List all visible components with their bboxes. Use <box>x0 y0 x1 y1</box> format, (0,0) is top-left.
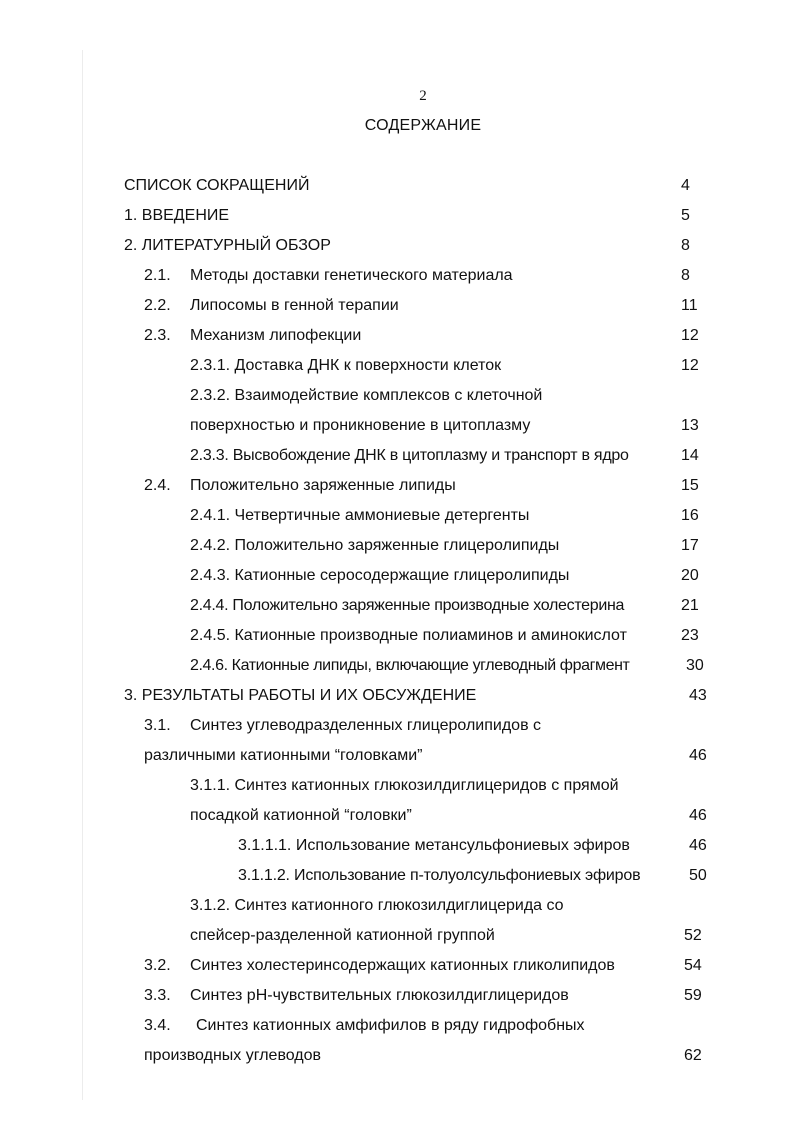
toc-page-number: 11 <box>681 297 698 314</box>
toc-entry-number: 3.4. <box>144 1017 171 1034</box>
toc-entry-results-discussion[interactable]: 3. РЕЗУЛЬТАТЫ РАБОТЫ И ИХ ОБСУЖДЕНИЕ <box>124 687 477 704</box>
toc-entry-title: Механизм липофекции <box>190 327 362 344</box>
toc-entry-2-4-2[interactable]: 2.4.2. Положительно заряженные глицеролипиды <box>190 537 560 554</box>
toc-page-number: 50 <box>689 867 707 884</box>
toc-entry-title: Синтез катионных амфифилов в ряду гидрофобных <box>196 1017 585 1034</box>
toc-title: СОДЕРЖАНИЕ <box>364 117 482 134</box>
toc-entry-number: 2.3. <box>144 327 171 344</box>
toc-entry-3-4-continued[interactable]: производных углеводов <box>144 1047 322 1064</box>
toc-page-number: 54 <box>684 957 702 974</box>
toc-page-number: 46 <box>689 747 707 764</box>
toc-entry-title: Методы доставки генетического материала <box>190 267 513 284</box>
toc-entry-3-1[interactable] <box>144 716 541 736</box>
toc-page-number: 20 <box>681 567 699 584</box>
toc-entry-number: 3.1. <box>144 717 171 734</box>
toc-page-number: 16 <box>681 507 699 524</box>
toc-page-number: 12 <box>681 327 699 344</box>
toc-entry-3-3[interactable] <box>144 986 569 1006</box>
toc-page-number: 23 <box>681 627 699 644</box>
toc-entry-literature-review[interactable]: 2. ЛИТЕРАТУРНЫЙ ОБЗОР <box>124 237 331 254</box>
toc-page-number: 46 <box>689 807 707 824</box>
toc-entry-2-1[interactable] <box>144 266 513 286</box>
toc-page-number: 14 <box>681 447 699 464</box>
toc-page-number: 52 <box>684 927 702 944</box>
toc-entry-2-4-3[interactable]: 2.4.3. Катионные серосодержащие глицеролипиды <box>190 567 570 584</box>
toc-page-number: 62 <box>684 1047 702 1064</box>
toc-entry-number: 2.2. <box>144 297 171 314</box>
toc-page-number: 59 <box>684 987 702 1004</box>
toc-entry-title: Положительно заряженные липиды <box>190 477 456 494</box>
toc-page-number: 21 <box>681 597 699 614</box>
toc-entry-2-3-1[interactable]: 2.3.1. Доставка ДНК к поверхности клеток <box>190 357 502 374</box>
toc-page-number: 17 <box>681 537 699 554</box>
toc-entry-3-2[interactable] <box>144 956 615 976</box>
toc-entry-3-1-1-2[interactable]: 3.1.1.2. Использование п-толуолсульфониевых эфиров <box>238 867 641 884</box>
toc-entry-3-1-1[interactable]: 3.1.1. Синтез катионных глюкозилдиглицеридов с прямой <box>190 777 619 794</box>
toc-page-number: 13 <box>681 417 699 434</box>
toc-entry-title: Синтез углеводразделенных глицеролипидов с <box>190 717 542 734</box>
toc-entry-title: Синтез холестеринсодержащих катионных гликолипидов <box>190 957 615 974</box>
toc-entry-title: Синтез pH-чувствительных глюкозилдиглицеридов <box>190 987 569 1004</box>
toc-entry-2-3-3[interactable]: 2.3.3. Высвобождение ДНК в цитоплазму и транспорт в ядро <box>190 447 629 464</box>
toc-entry-2-4-6[interactable]: 2.4.6. Катионные липиды, включающие углеводный фрагмент <box>190 657 630 674</box>
toc-entry-3-1-2[interactable]: 3.1.2. Синтез катионного глюкозилдиглицерида со <box>190 897 564 914</box>
toc-entry-2-4[interactable] <box>144 476 456 496</box>
page-number: 2 <box>419 88 427 104</box>
toc-page-number: 8 <box>681 267 690 284</box>
toc-entry-2-4-1[interactable]: 2.4.1. Четвертичные аммониевые детергенты <box>190 507 530 524</box>
toc-entry-2-3-2-continued[interactable]: поверхностью и проникновение в цитоплазму <box>190 417 531 434</box>
scan-margin-line <box>82 50 83 1100</box>
toc-page-number: 30 <box>686 657 704 674</box>
toc-entry-2-4-4[interactable]: 2.4.4. Положительно заряженные производные холестерина <box>190 597 625 614</box>
toc-entry-3-4[interactable] <box>144 1016 585 1036</box>
toc-page-number: 8 <box>681 237 690 254</box>
toc-entry-title: Липосомы в генной терапии <box>190 297 399 314</box>
toc-entry-2-3-2[interactable]: 2.3.2. Взаимодействие комплексов с клеточной <box>190 387 543 404</box>
toc-entry-2-2[interactable] <box>144 296 399 316</box>
toc-entry-abbreviations[interactable]: СПИСОК СОКРАЩЕНИЙ <box>124 177 310 194</box>
toc-page-number: 43 <box>689 687 707 704</box>
toc-entry-2-4-5[interactable]: 2.4.5. Катионные производные полиаминов и аминокислот <box>190 627 627 644</box>
toc-page-number: 15 <box>681 477 699 494</box>
toc-entry-3-1-1-continued[interactable]: посадкой катионной “головки” <box>190 807 412 824</box>
toc-page-number: 12 <box>681 357 699 374</box>
toc-page-number: 46 <box>689 837 707 854</box>
toc-entry-3-1-1-1[interactable]: 3.1.1.1. Использование метансульфониевых эфиров <box>238 837 630 854</box>
toc-page-number: 5 <box>681 207 690 224</box>
toc-entry-3-1-continued[interactable]: различными катионными “головками” <box>144 747 423 764</box>
toc-entry-number: 3.2. <box>144 957 171 974</box>
toc-entry-number: 2.1. <box>144 267 171 284</box>
toc-entry-introduction[interactable]: 1. ВВЕДЕНИЕ <box>124 207 230 224</box>
toc-entry-number: 3.3. <box>144 987 171 1004</box>
toc-entry-number: 2.4. <box>144 477 171 494</box>
toc-entry-3-1-2-continued[interactable]: спейсер-разделенной катионной группой <box>190 927 495 944</box>
toc-page-number: 4 <box>681 177 690 194</box>
toc-entry-2-3[interactable] <box>144 326 361 346</box>
